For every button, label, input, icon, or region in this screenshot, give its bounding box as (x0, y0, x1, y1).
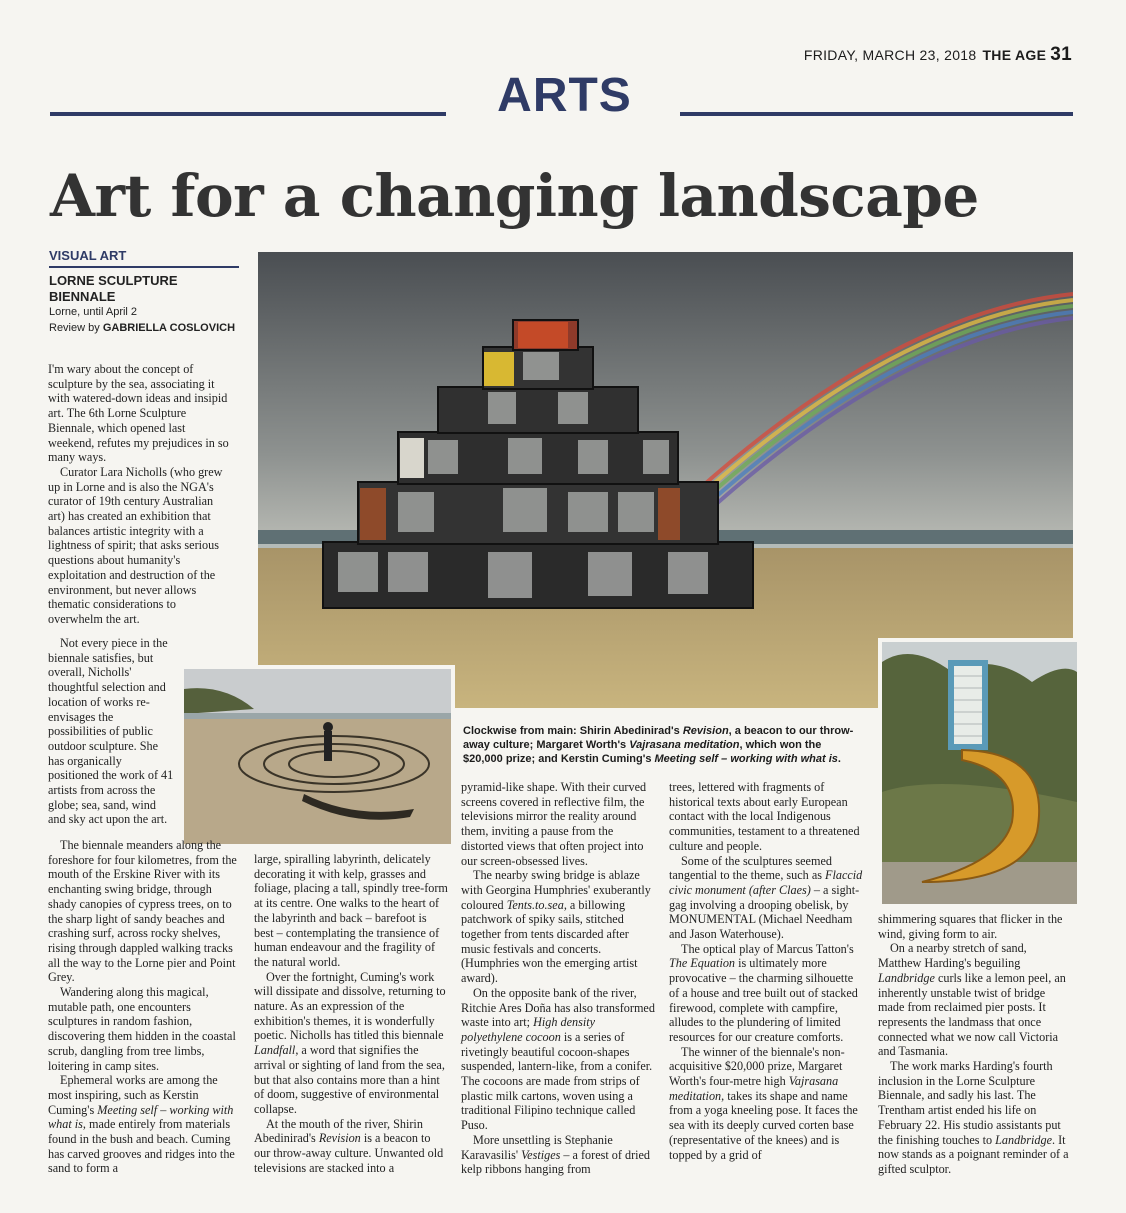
text-run: , a word that signifies the arrival or sighting of land from the sea, but that also contains more than a hint of doom, suggestive of environmental collapse. (254, 1043, 445, 1116)
text-run: is a series of rivetingly beautiful cocoon-shapes suspended, lantern-like, from a conifer. The cocoons are made from strips of plastic milk cartons, woven using a traditional Filipino technique called Puso. (461, 1029, 653, 1133)
text-run: Some of the sculptures seemed tangential to the theme, such as (669, 853, 832, 883)
text-run: , takes its shape and name from a yoga kneeling pose. It faces the sea with its deeply curved corten base (representative of the knees) and is topped by a grid of (669, 1088, 858, 1162)
photo-caption (463, 724, 863, 766)
artwork-title: Landfall (254, 1043, 296, 1058)
article-column-4 (669, 780, 863, 1162)
byline (49, 322, 235, 334)
caption-text: , which won the $20,000 prize; and Kerstin Cuming's (463, 739, 822, 765)
text-run: Over the fortnight, Cuming's work will dissipate and dissolve, returning to nature. As an expression of the exhibition's themes, it is wonderfully poetic. Nicholls has titled this biennale (254, 969, 446, 1043)
text-run: – a forest of dried kelp ribbons hanging from (461, 1147, 651, 1177)
artwork-title: Landbridge (995, 1132, 1053, 1147)
article-column-1-lower (48, 838, 238, 1176)
masthead: THE AGE (982, 47, 1047, 63)
paragraph (669, 854, 863, 942)
caption-title-vajrasana: Vajrasana meditation (629, 739, 740, 751)
paragraph: pyramid-like shape. With their curved screens covered in reflective film, the televisions mirror the reality around them, inviting a pause from the distorted views that often project into our screen-obsessed lives. (461, 780, 647, 868)
caption-title-meeting-self: Meeting self – working with what is (654, 753, 838, 765)
section-title: ARTS (497, 69, 632, 122)
paragraph (669, 1045, 863, 1163)
corten-sculpture-image (882, 642, 1077, 904)
issue-date: FRIDAY, MARCH 23, 2018 (803, 47, 977, 63)
paragraph (878, 1059, 1072, 1177)
artwork-title: High density polyethylene cocoon (461, 1015, 596, 1044)
text-run: More unsettling is Stephanie Karavasilis' (461, 1132, 613, 1162)
caption-text: Clockwise from main: Shirin Abedinirad's (463, 725, 683, 737)
page-number: 31 (1050, 44, 1072, 65)
paragraph (461, 868, 655, 986)
text-run: – a sight-gag involving a drooping obelisk, by MONUMENTAL (Michael Needham and Jason Waterhouse). (669, 882, 860, 942)
caption-title-revision: Revision (682, 725, 729, 737)
paragraph (461, 986, 655, 1133)
article-column-1-narrow (48, 636, 174, 827)
caption-text: . (837, 753, 841, 765)
text-run: The work marks Harding's fourth inclusion in the Lorne Sculpture Biennale, and sadly his last. The Trentham artist ended his life on February 22. His studio assistants put the finishing touches to (878, 1059, 1061, 1147)
section-rule-right (680, 112, 1073, 116)
artwork-title: Revision (318, 1131, 361, 1146)
text-run: is a beacon to our throw-away culture. Unwanted old televisions are stacked into a (254, 1131, 444, 1175)
artwork-title: Meeting self – working with what is (48, 1102, 234, 1132)
text-run: The optical play of Marcus Tatton's (681, 941, 854, 956)
paragraph (669, 942, 863, 1045)
page-header (804, 44, 1072, 66)
paragraph (254, 1117, 448, 1176)
artwork-title: Flaccid civic monument (after Claes) (669, 868, 863, 897)
kicker: VISUAL ART (49, 248, 239, 268)
event-name: LORNE SCULPTURE BIENNALE (49, 273, 178, 304)
sand-labyrinth-image (184, 669, 451, 844)
byline-prefix: Review by (49, 322, 100, 334)
caption-text: , a beacon to our throw-away culture; Margaret Worth's (463, 725, 854, 751)
paragraph: The biennale meanders along the foreshore for four kilometres, from the mouth of the Erskine River with its enchanting swing bridge, through shady canopies of cypress trees, on to the sharp light of sandy beaches and crashing surf, across rocky shelves, rising through dappled walking tracks all the way to the Lorne pier and Point Grey. (48, 838, 237, 985)
artwork-title: Vajrasana meditation (669, 1074, 839, 1103)
text-run: The nearby swing bridge is ablaze with Georgina Humphries' exuberantly coloured (461, 868, 651, 912)
text-run: curls like a lemon peel, an inherently unstable twist of bridge made from reclaimed pier posts. It represents the landmass that once connected what we now call Victoria and Tasmania. (878, 970, 1066, 1059)
paragraph (878, 941, 1072, 1059)
artwork-title: The Equation (669, 956, 736, 971)
paragraph (254, 970, 448, 1117)
text-run: is ultimately more provocative – the charming silhouette of a house and tree built out of stacked firewood, complete with campfire, alludes to the plundering of limited resources for our creature comforts. (669, 956, 858, 1044)
paragraph: trees, lettered with fragments of historical texts about early European contact with the local Indigenous communities, testament to a threatened culture and people. (669, 780, 860, 853)
text-run: The winner of the biennale's non-acquisitive $20,000 prize, Margaret Worth's four-metre high (669, 1044, 845, 1089)
event-details: Lorne, until April 2 (49, 306, 138, 318)
text-run: Ephemeral works are among the most inspiring, such as Kerstin Cuming's (48, 1073, 218, 1117)
reviewer-name: GABRIELLA COSLOVICH (102, 322, 236, 334)
paragraph: I'm wary about the concept of sculpture by the sea, associating it with watered-down ideas and insipid art. The 6th Lorne Sculpture Biennale, which opened last weekend, refutes my prejudices in so many ways. (48, 362, 229, 465)
paragraph: large, spiralling labyrinth, delicately decorating it with kelp, grasses and foliage, placing a tall, spindly tree-form at its centre. One walks to the heart of the labyrinth and back – barefoot is best – contemplating the transience of human endeavour and the fragility of the natural world. (254, 852, 448, 969)
text-run: , made entirely from materials found in the bush and beach. Cuming has carved grooves and ridges into the sand to form a (48, 1117, 235, 1176)
artwork-title: Vestiges (521, 1147, 561, 1162)
text-run: On the opposite bank of the river, Ritchie Ares Doña has also transformed waste into art; (461, 985, 655, 1030)
headline: Art for a changing landscape (50, 162, 979, 230)
paragraph (461, 1133, 655, 1177)
text-run: On a nearby stretch of sand, Matthew Harding's beguiling (878, 941, 1027, 971)
paragraph: shimmering squares that flicker in the wind, giving form to air. (878, 912, 1063, 941)
text-run: . It now stands as a poignant reminder of a gifted sculptor. (878, 1132, 1069, 1176)
paragraph: Wandering along this magical, mutable path, one encounters sculptures in random fashion, discovering them hidden in the coastal scrub, dangling from tree limbs, loitering in camp sites. (48, 985, 236, 1073)
article-column-2 (254, 852, 448, 1175)
artwork-title: Landbridge (878, 970, 935, 985)
article-column-3 (461, 780, 655, 1177)
article-column-5 (878, 912, 1072, 1177)
paragraph: Not every piece in the biennale satisfies, but overall, Nicholls' thoughtful selection and location of works re-envisages the possibilities of public outdoor sculpture. She has organically positioned the work of 41 artists from across the globe; sea, sand, wind and sky act upon the art. (48, 636, 174, 827)
section-rule-left (50, 112, 446, 116)
inset-photo-vajrasana (878, 638, 1081, 908)
text-run: At the mouth of the river, Shirin Abedinirad's (254, 1116, 423, 1146)
artwork-title: Tents.to.sea (506, 897, 564, 912)
article-column-1 (48, 362, 231, 627)
inset-photo-meeting-self (180, 665, 455, 848)
paragraph (48, 1073, 238, 1176)
text-run: , a billowing patchwork of spiky sails, stitched together from tents discarded after music festivals and concerts. (Humphries won the emerging artist award). (461, 897, 638, 986)
paragraph: Curator Lara Nicholls (who grew up in Lorne and is also the NGA's curator of 19th century Australian art) has created an exhibition that balances artistic integrity with a lightness of spirit; that asks serious questions about humanity's exploitation and destruction of the environment, but never allows thematic considerations to overwhelm the art. (48, 464, 223, 626)
